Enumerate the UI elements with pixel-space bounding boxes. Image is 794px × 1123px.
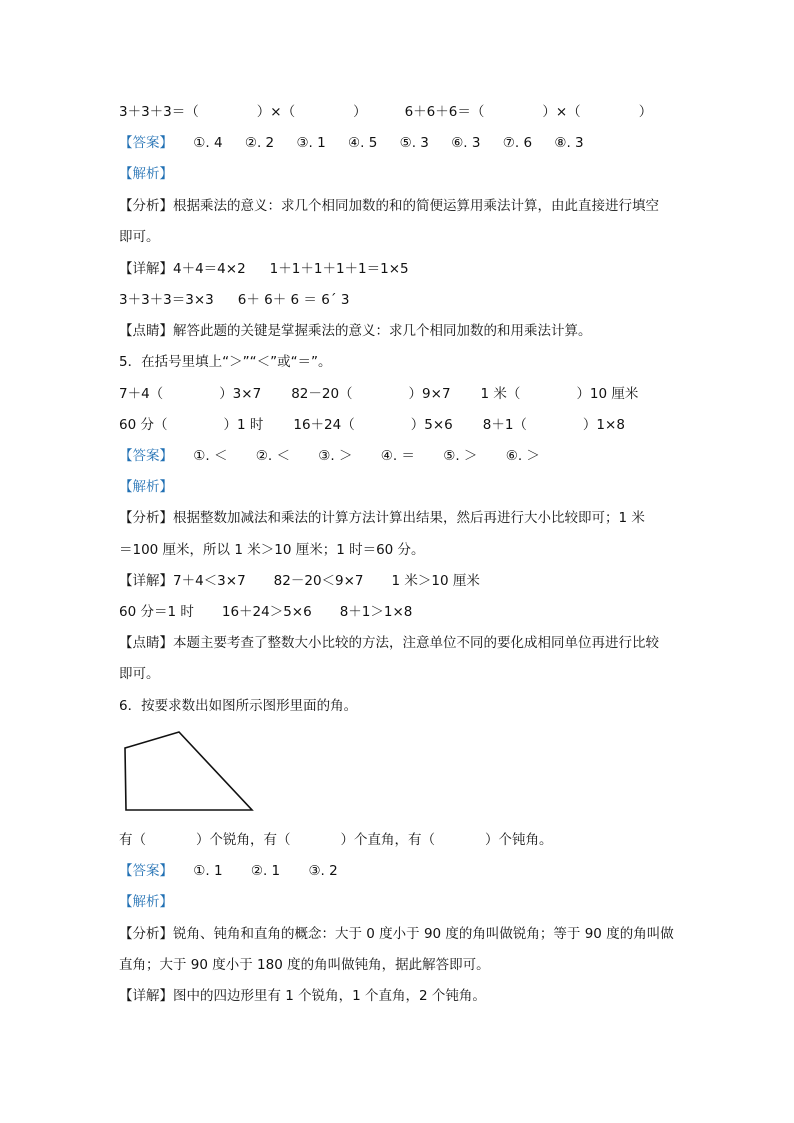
- fenxi-text: 根据整数加减法和乘法的计算方法计算出结果，然后再进行大小比较即可；1 米: [173, 510, 645, 526]
- answer-item: ①. 4: [193, 135, 223, 151]
- compare-left: 8＋1（: [482, 417, 527, 433]
- compare-left: 82－20（: [291, 386, 353, 402]
- fill-text: ）个钝角。: [485, 832, 553, 848]
- compare-left: 60 分（: [119, 417, 168, 433]
- q4-xiangjie-2: [119, 290, 349, 310]
- compare-right: ）3×7: [219, 386, 262, 402]
- xiangjie-expr: 16＋24＞5×6: [221, 604, 312, 620]
- answer-item: ②. ＜: [255, 448, 290, 464]
- q5-dianjing: [119, 633, 659, 653]
- answer-item: ①. ＜: [193, 448, 228, 464]
- xiangjie-expr: 7＋4＜3×7: [173, 573, 246, 589]
- q5-title: 5．在括号里填上“＞”“＜”或“＝”。: [119, 354, 332, 370]
- answer-item: ⑤. ＞: [443, 448, 478, 464]
- q4-row3: [119, 102, 652, 122]
- q6-xiangjie: [119, 986, 486, 1006]
- answer-item: ⑧. 3: [554, 135, 584, 151]
- xiangjie-expr: 8＋1＞1×8: [339, 604, 413, 620]
- answer-tag: 【答案】: [119, 135, 173, 151]
- q4-expr-2-end: ）: [638, 104, 653, 120]
- q6-fenxi-2: 直角；大于 90 度小于 180 度的角叫做钝角，据此解答即可。: [119, 957, 490, 973]
- q5-dianjing-2: 即可。: [119, 666, 160, 682]
- xiangjie-tag: 【详解】: [119, 261, 173, 277]
- quadrilateral-shape: [125, 732, 252, 810]
- q5-row1: [119, 384, 638, 404]
- xiangjie-expr: 1＋1＋1＋1＋1＝1×5: [269, 261, 409, 277]
- q5-fenxi: [119, 508, 645, 528]
- q4-fenxi-2: 即可。: [119, 229, 160, 245]
- answer-tag: 【答案】: [119, 863, 173, 879]
- xiangjie-tag: 【详解】: [119, 988, 173, 1004]
- answer-item: ②. 1: [250, 863, 281, 879]
- answer-tag: 【答案】: [119, 448, 173, 464]
- q5-answer-row: [119, 446, 540, 466]
- q5-fenxi-2: ＝100 厘米，所以 1 米＞10 厘米；1 时＝60 分。: [119, 542, 425, 558]
- q6-fill-row: [119, 830, 553, 850]
- analysis-tag: 【解析】: [119, 894, 173, 910]
- xiangjie-expr: 82－20＜9×7: [273, 573, 364, 589]
- dianjing-text: 解答此题的关键是掌握乘法的意义：求几个相同加数的和用乘法计算。: [173, 323, 592, 339]
- answer-item: ③. 1: [296, 135, 326, 151]
- fill-text: ）个锐角，有（: [196, 832, 291, 848]
- fenxi-text: 根据乘法的意义：求几个相同加数的和的简便运算用乘法计算，由此直接进行填空: [173, 198, 659, 214]
- compare-right: ）5×6: [410, 417, 453, 433]
- dianjing-text: 本题主要考查了整数大小比较的方法，注意单位不同的要化成相同单位再进行比较: [173, 635, 659, 651]
- answer-item: ③. ＞: [318, 448, 353, 464]
- q6-title: 6．按要求数出如图所示图形里面的角。: [119, 698, 358, 714]
- dianjing-tag: 【点睛】: [119, 635, 173, 651]
- answer-item: ②. 2: [244, 135, 275, 151]
- xiangjie-text: 图中的四边形里有 1 个锐角，1 个直角，2 个钝角。: [173, 988, 486, 1004]
- answer-item: ⑥. 3: [451, 135, 481, 151]
- q4-expr-2: 6＋6＋6＝（: [404, 104, 485, 120]
- q4-expr-1-mid: ）×（: [256, 104, 296, 120]
- q5-xiangjie: [119, 571, 480, 591]
- fenxi-tag: 【分析】: [119, 198, 173, 214]
- q4-expr-2-mid: ）×（: [542, 104, 581, 120]
- xiangjie-expr: 60 分＝1 时: [119, 604, 194, 620]
- q4-fenxi: [119, 196, 659, 216]
- xiangjie-expr: 6＋ 6＋ 6 ＝ 6´ 3: [237, 292, 350, 308]
- compare-right: ）1 时: [223, 417, 264, 433]
- fill-text: ）个直角，有（: [340, 832, 435, 848]
- xiangjie-expr: 4＋4＝4×2: [173, 261, 246, 277]
- analysis-tag: 【解析】: [119, 479, 173, 495]
- q4-expr-1: 3＋3＋3＝（: [119, 104, 199, 120]
- compare-right: ）9×7: [408, 386, 451, 402]
- quadrilateral-figure: [118, 725, 258, 815]
- xiangjie-expr: 3＋3＋3＝3×3: [119, 292, 214, 308]
- fenxi-text: 锐角、钝角和直角的概念：大于 0 度小于 90 度的角叫做锐角；等于 90 度的角叫做: [173, 926, 674, 942]
- answer-item: ⑤. 3: [399, 135, 429, 151]
- compare-left: 1 米（: [480, 386, 521, 402]
- answer-item: ⑥. ＞: [505, 448, 540, 464]
- compare-right: ）1×8: [582, 417, 625, 433]
- xiangjie-expr: 1 米＞10 厘米: [391, 573, 480, 589]
- fenxi-tag: 【分析】: [119, 510, 173, 526]
- q5-xiangjie-2: [119, 602, 412, 622]
- q4-xiangjie: [119, 259, 409, 279]
- answer-item: ⑦. 6: [502, 135, 533, 151]
- compare-left: 16＋24（: [293, 417, 355, 433]
- q5-row2: [119, 415, 625, 435]
- analysis-tag: 【解析】: [119, 166, 173, 182]
- answer-item: ④. 5: [348, 135, 378, 151]
- q4-dianjing: [119, 321, 592, 341]
- compare-right: ）10 厘米: [576, 386, 639, 402]
- q4-expr-1-end: ）: [353, 104, 367, 120]
- fenxi-tag: 【分析】: [119, 926, 173, 942]
- answer-item: ①. 1: [193, 863, 223, 879]
- answer-item: ④. ＝: [380, 448, 415, 464]
- q6-fenxi: [119, 924, 674, 944]
- q4-answer-row: [119, 133, 584, 153]
- compare-left: 7＋4（: [119, 386, 164, 402]
- fill-text: 有（: [119, 832, 146, 848]
- answer-item: ③. 2: [308, 863, 338, 879]
- q6-answer-row: [119, 861, 338, 881]
- xiangjie-tag: 【详解】: [119, 573, 173, 589]
- dianjing-tag: 【点睛】: [119, 323, 173, 339]
